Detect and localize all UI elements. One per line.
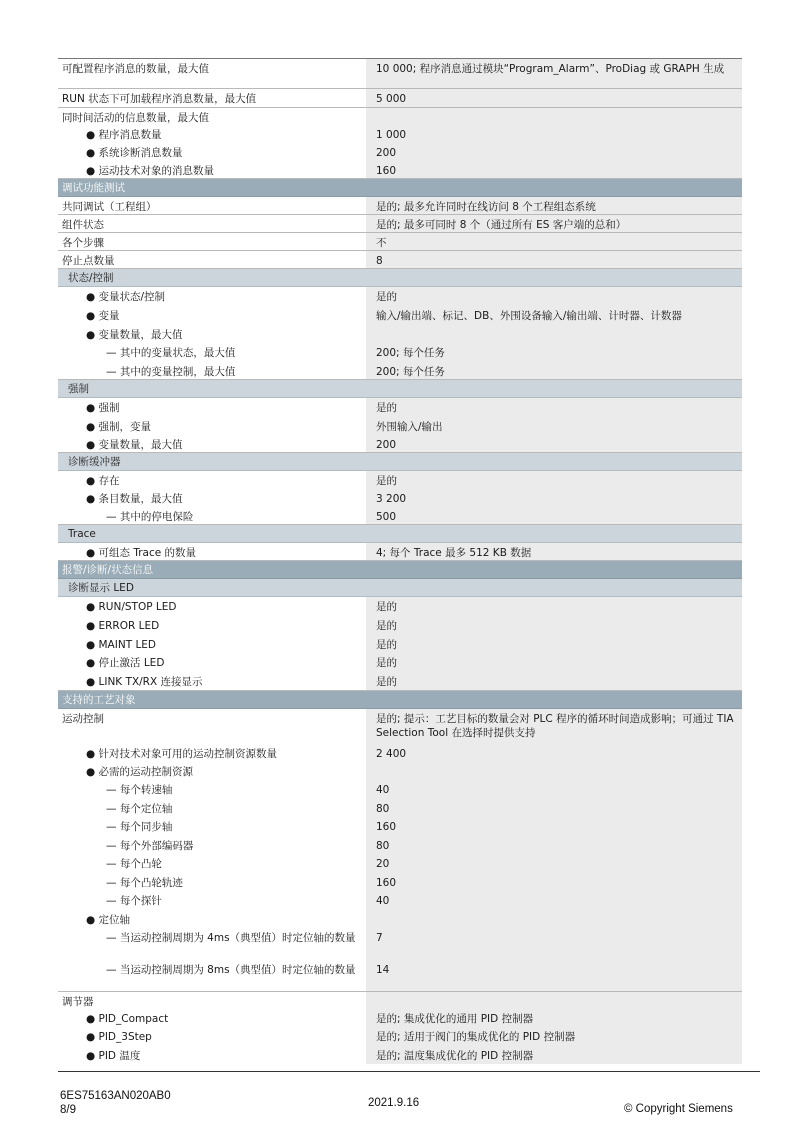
spec-label: ● 存在 (86, 475, 120, 487)
spec-label: ● 变量数量，最大值 (86, 439, 183, 451)
spec-label: — 每个外部编码器 (106, 840, 194, 852)
spec-row (58, 59, 742, 89)
spec-label: ● PID 温度 (86, 1050, 141, 1062)
spec-value: 40 (366, 780, 742, 799)
spec-label: 共同调试（工程组） (62, 201, 157, 213)
spec-value: 10 000; 程序消息通过模块“Program_Alarm”、ProDiag 或 GRAPH 生成 (366, 59, 742, 88)
spec-row (58, 197, 742, 215)
footer-copyright: © Copyright Siemens (624, 1103, 733, 1115)
spec-value: 是的; 温度集成优化的 PID 控制器 (366, 1046, 742, 1064)
spec-row (58, 251, 742, 269)
spec-label: ● 针对技术对象可用的运动控制资源数量 (86, 748, 277, 760)
spec-row (58, 215, 742, 233)
spec-label: ● 强制，变量 (86, 421, 151, 433)
subsection-header: 诊断缓冲器 (58, 453, 742, 471)
section-header: 报警/诊断/状态信息 (58, 561, 742, 579)
spec-label: ● RUN/STOP LED (86, 601, 177, 613)
spec-row (58, 762, 742, 780)
spec-label: ● 变量状态/控制 (86, 291, 166, 303)
spec-label: 组件状态 (62, 219, 104, 231)
spec-value: 输入/输出端、标记、DB、外围设备输入/输出端、计时器、计数器 (366, 306, 742, 325)
spec-row (58, 287, 742, 306)
spec-row (58, 108, 742, 125)
spec-row (58, 362, 742, 380)
spec-row (58, 910, 742, 928)
footer-rule (58, 1071, 760, 1072)
spec-value: 是的 (366, 398, 742, 417)
spec-label: — 每个转速轴 (106, 784, 173, 796)
spec-row (58, 435, 742, 453)
spec-row (58, 709, 742, 744)
spec-value: 是的 (366, 653, 742, 672)
spec-row (58, 635, 742, 653)
spec-label: ● 变量数量，最大值 (86, 329, 183, 341)
spec-row (58, 653, 742, 672)
spec-row (58, 928, 742, 960)
spec-value: 是的 (366, 672, 742, 690)
spec-value: 5 000 (366, 89, 742, 107)
spec-row (58, 873, 742, 891)
spec-row (58, 161, 742, 179)
spec-row (58, 744, 742, 762)
spec-value: 200 (366, 435, 742, 452)
spec-label: ● 程序消息数量 (86, 129, 162, 141)
section-header: 支持的工艺对象 (58, 691, 742, 709)
spec-label: ● 定位轴 (86, 914, 130, 926)
spec-value: 是的 (366, 635, 742, 653)
spec-row (58, 992, 742, 1009)
spec-value: 80 (366, 799, 742, 817)
section-header: 调试功能测试 (58, 179, 742, 197)
subsection-header: 诊断显示 LED (58, 579, 742, 597)
spec-label: — 每个同步轴 (106, 821, 173, 833)
spec-value: 是的; 适用于阀门的集成优化的 PID 控制器 (366, 1027, 742, 1046)
spec-label: ● MAINT LED (86, 639, 157, 651)
spec-value: 160 (366, 873, 742, 891)
spec-label: 运动控制 (62, 713, 104, 725)
spec-row (58, 125, 742, 143)
spec-value: 是的 (366, 287, 742, 306)
spec-label: 各个步骤 (62, 237, 104, 249)
spec-row (58, 325, 742, 343)
subsection-header: 强制 (58, 380, 742, 398)
spec-value: 500 (366, 507, 742, 524)
spec-value (366, 910, 742, 928)
spec-label: ● 可组态 Trace 的数量 (86, 547, 197, 559)
spec-value: 是的 (366, 616, 742, 635)
spec-label: — 当运动控制周期为 4ms（典型值）时定位轴的数量 (106, 932, 356, 944)
spec-row (58, 780, 742, 799)
spec-value (366, 762, 742, 780)
spec-table (58, 58, 742, 1064)
spec-value: 是的; 最多可同时 8 个（通过所有 ES 客户端的总和） (366, 215, 742, 232)
spec-label: ● ERROR LED (86, 620, 160, 632)
spec-label: ● 停止激活 LED (86, 657, 165, 669)
spec-row (58, 1027, 742, 1046)
spec-row (58, 489, 742, 507)
spec-row (58, 306, 742, 325)
spec-value: 14 (366, 960, 742, 991)
spec-row (58, 343, 742, 362)
spec-row (58, 597, 742, 616)
spec-value: 1 000 (366, 125, 742, 143)
spec-row (58, 1009, 742, 1027)
spec-value: 2 400 (366, 744, 742, 762)
spec-label: ● 运动技术对象的消息数量 (86, 165, 214, 177)
spec-value: 是的 (366, 471, 742, 489)
spec-value: 40 (366, 891, 742, 910)
subsection-header: Trace (58, 525, 742, 543)
spec-value: 200; 每个任务 (366, 343, 742, 362)
spec-row (58, 89, 742, 108)
subsection-header: 状态/控制 (58, 269, 742, 287)
spec-row (58, 1046, 742, 1064)
spec-label: — 每个凸轮轨迹 (106, 877, 183, 889)
spec-label: ● 系统诊断消息数量 (86, 147, 183, 159)
spec-value: 是的; 提示：工艺目标的数量会对 PLC 程序的循环时间造成影响；可通过 TIA Selection Tool 在选择时提供支持 (366, 709, 742, 744)
spec-value (366, 325, 742, 343)
spec-label: ● PID_Compact (86, 1013, 169, 1025)
spec-label: 可配置程序消息的数量，最大值 (62, 63, 209, 75)
spec-row (58, 507, 742, 525)
spec-label: — 每个凸轮 (106, 858, 162, 870)
spec-label: ● PID_3Step (86, 1031, 152, 1043)
spec-value: 3 200 (366, 489, 742, 507)
spec-value: 80 (366, 836, 742, 854)
spec-label: — 每个探针 (106, 895, 162, 907)
spec-value: 200; 每个任务 (366, 362, 742, 379)
spec-label: — 当运动控制周期为 8ms（典型值）时定位轴的数量 (106, 964, 356, 976)
spec-label: ● 必需的运动控制资源 (86, 766, 193, 778)
footer-doc-id: 6ES75163AN020AB0 (60, 1090, 171, 1102)
spec-row (58, 471, 742, 489)
spec-row (58, 543, 742, 561)
spec-row (58, 616, 742, 635)
spec-row (58, 836, 742, 854)
spec-row (58, 233, 742, 251)
spec-value: 20 (366, 854, 742, 873)
spec-label: ● 变量 (86, 310, 120, 322)
spec-value: 8 (366, 251, 742, 268)
spec-row (58, 854, 742, 873)
spec-value: 4; 每个 Trace 最多 512 KB 数据 (366, 543, 742, 560)
spec-label: 停止点数量 (62, 255, 115, 267)
footer-date: 2021.9.16 (368, 1097, 420, 1109)
spec-label: — 其中的停电保险 (106, 511, 194, 523)
spec-value: 是的; 集成优化的通用 PID 控制器 (366, 1009, 742, 1027)
spec-value: 外围输入/输出 (366, 417, 742, 435)
spec-row (58, 398, 742, 417)
spec-label: ● 强制 (86, 402, 120, 414)
spec-value: 是的 (366, 597, 742, 616)
spec-label: ● LINK TX/RX 连接显示 (86, 676, 203, 688)
spec-value (366, 108, 742, 125)
spec-row (58, 799, 742, 817)
spec-row (58, 672, 742, 691)
spec-value: 7 (366, 928, 742, 960)
spec-value (366, 992, 742, 1009)
spec-row (58, 143, 742, 161)
spec-label: — 每个定位轴 (106, 803, 173, 815)
spec-value: 200 (366, 143, 742, 161)
spec-row (58, 891, 742, 910)
spec-value: 160 (366, 161, 742, 178)
spec-row (58, 960, 742, 992)
spec-value: 是的; 最多允许同时在线访问 8 个工程组态系统 (366, 197, 742, 214)
spec-label: 同时间活动的信息数量，最大值 (62, 112, 209, 124)
spec-row (58, 817, 742, 836)
spec-row (58, 417, 742, 435)
spec-label: — 其中的变量控制，最大值 (106, 366, 236, 378)
footer-page-number: 8/9 (60, 1104, 76, 1116)
spec-label: RUN 状态下可加载程序消息数量，最大值 (62, 93, 257, 105)
spec-label: 调节器 (62, 996, 94, 1008)
spec-label: ● 条目数量，最大值 (86, 493, 183, 505)
spec-value: 不 (366, 233, 742, 250)
spec-value: 160 (366, 817, 742, 836)
spec-label: — 其中的变量状态，最大值 (106, 347, 236, 359)
